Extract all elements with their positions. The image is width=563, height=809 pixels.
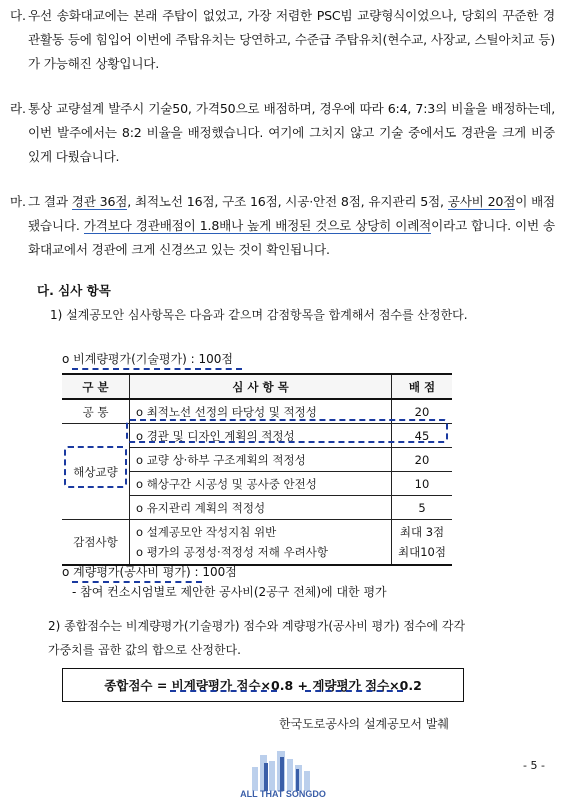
text-run: 이라고 합니다. 이번 송화대교에서 경관에 크게 신경쓰고 있는 것이 확인됩니다.: [28, 218, 555, 257]
section-title: 다. 심사 항목: [37, 283, 111, 298]
logo-text: ALL THAT SONGDO: [240, 789, 326, 799]
criteria-item-1: 1) 설계공모안 심사항목은 다음과 같으며 감점항목을 합계해서 점수를 산정한다.: [50, 308, 468, 322]
deduction-score: 최대 3점: [399, 525, 445, 539]
underlined-text: 공사비 20점: [447, 194, 516, 209]
table-cell-item: o 최적노선 선정의 타당성 및 적정성: [130, 399, 392, 424]
paragraph-text: 우선 송화대교에는 본래 주탑이 없었고, 가장 저렴한 PSC빔 교량형식이었으나, 당회의 꾸준한 경관활동 등에 힘입어 이번에 주탑유치는 당연하고, 수준급 주탑유치(현수교, 사장교, 스틸아치교 등)가 가능해진 상황입니다.: [28, 8, 555, 71]
formula-text: 종합점수 = 비계량평가 점수×0.8 + 계량평가 점수×0.2: [104, 678, 422, 693]
paragraph-text: 통상 교량설계 발주시 기술50, 가격50으로 배점하며, 경우에 따라 6:4, 7:3의 비율을 배정하는데, 이번 발주에서는 8:2 비율을 배정했습니다. 여기에 그치지 않고 기술 중에서도 경관을 크게 비중 있게 다뤘습니다.: [28, 101, 555, 164]
table-cell-item: o 교량 상·하부 구조계획의 적정성: [130, 448, 392, 472]
table-cell-score: 10: [392, 472, 453, 496]
underlined-text: 가격보다 경관배점이 1.8배나 높게 배정된 것으로 상당히 이례적: [83, 218, 432, 233]
paragraph-marker: 마.: [10, 194, 26, 209]
paragraph-marker: 라.: [10, 101, 26, 116]
all-that-songdo-logo: [238, 745, 328, 805]
paragraph-marker: 다.: [10, 8, 26, 23]
table-cell-score: 5: [392, 496, 453, 520]
highlight-box-marine-bridge: [64, 446, 127, 488]
deduction-score: 최대10점: [398, 545, 446, 559]
table-header: 구 분: [62, 374, 130, 399]
table-cell-item: o 유지관리 계획의 적정성: [130, 496, 392, 520]
quantitative-note: - 참여 컨소시엄별로 제안한 공사비(2공구 전체)에 대한 평가: [72, 585, 387, 599]
table-cell-group: 감점사항: [62, 520, 130, 566]
underlined-text: 경관 36점: [71, 194, 128, 209]
underline-dash: [170, 690, 277, 692]
quantitative-label: o 계량평가(공사비 평가) : 100점: [62, 565, 237, 579]
formula-box: [62, 668, 464, 702]
table-cell-item: [130, 520, 392, 566]
underline-dash: [305, 690, 403, 692]
source-note: 한국도로공사의 설계공모서 발췌: [279, 717, 449, 731]
highlight-box-landscape: [126, 419, 448, 443]
table-header: 배 점: [392, 374, 453, 399]
page-number: - 5 -: [523, 759, 545, 772]
table-row: [62, 520, 452, 566]
criteria-item-2: 2) 종합점수는 비계량평가(기술평가) 점수와 계량평가(공사비 평가) 점수에 각각 가중치를 곱한 값의 합으로 산정한다.: [48, 619, 466, 657]
table-cell-score: [392, 520, 453, 566]
non-quantitative-label: o 비계량평가(기술평가) : 100점: [62, 352, 234, 366]
table-cell-item: o 해상구간 시공성 및 공사중 안전성: [130, 472, 392, 496]
table-cell-group: 해상교량: [62, 424, 130, 520]
table-cell-item: o 경관 및 디자인 계획의 적정성: [130, 424, 392, 448]
text-run: 그 결과: [28, 194, 72, 209]
quantitative-heading: [62, 562, 237, 583]
table-cell-score: 45: [392, 424, 453, 448]
underline-dash: [72, 368, 242, 370]
paragraph-ma: [10, 190, 555, 262]
table-cell-score: 20: [392, 399, 453, 424]
deduction-item: o 평가의 공정성·적정성 저해 우려사항: [136, 545, 328, 559]
paragraph-ra: [10, 97, 555, 169]
text-run: , 최적노선 16점, 구조 16점, 시공·안전 8점, 유지관리 5점,: [127, 194, 448, 209]
paragraph-da: [10, 4, 555, 76]
text-run: 이 배점됐습니다.: [28, 194, 556, 233]
table-cell-score: 20: [392, 448, 453, 472]
non-quantitative-heading: [62, 349, 233, 370]
table-header: 심 사 항 목: [130, 374, 392, 399]
table-cell-group: 공 통: [62, 399, 130, 424]
table-header-row: [62, 374, 452, 399]
paragraph-text: [28, 190, 555, 262]
deduction-item: o 설계공모안 작성지침 위반: [136, 525, 277, 539]
